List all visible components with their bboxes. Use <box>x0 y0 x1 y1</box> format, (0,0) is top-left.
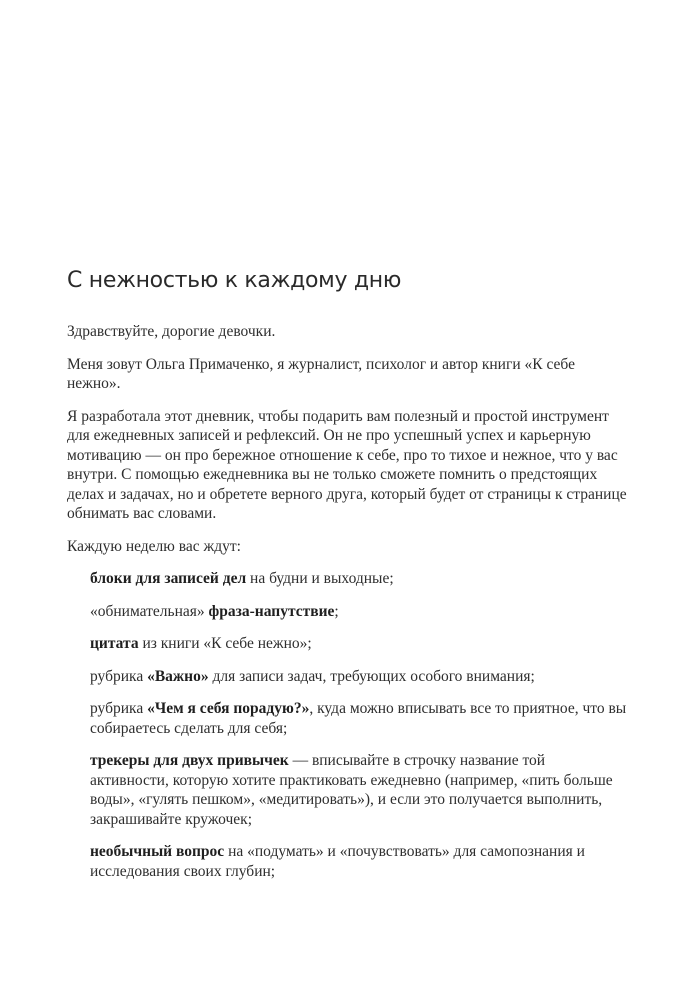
list-item-bold: цитата <box>90 635 139 652</box>
list-item-bold: «Чем я себя порадую?» <box>147 700 310 717</box>
list-item-pre: «обнимательная» <box>90 602 209 620</box>
greeting-paragraph: Здравствуйте, дорогие девочки. <box>67 323 276 340</box>
list-item-post: ; <box>334 602 339 620</box>
list-item-bold: «Важно» <box>147 667 209 685</box>
page-title: С нежностью к каждому дню <box>67 268 402 293</box>
list-item-post: на «подумать» и «почувствовать» для самопознания и исследования своих глубин; <box>90 843 585 880</box>
list-item-bold: необычный вопрос <box>90 843 225 860</box>
author-intro-paragraph: Меня зовут Ольга Примаченко, я журналист, психолог и автор книги «К себе нежно». <box>67 355 575 392</box>
list-item-bold: блоки для записей дел <box>90 570 247 587</box>
weekly-contents-list <box>67 569 627 881</box>
list-item-post: из книги «К себе нежно»; <box>138 635 312 652</box>
list-item-pre: рубрика <box>90 700 148 717</box>
list-item-post: на будни и выходные; <box>246 570 394 587</box>
body-text <box>67 322 627 894</box>
list-item <box>67 634 627 654</box>
list-item <box>67 602 627 622</box>
diary-description-paragraph: Я разработала этот дневник, чтобы подарить вам полезный и простой инструмент для ежедневных записей и рефлексий. Он не про успешный успех и карьерную мотивацию — он про бережное отношение к себе, про то тихое и нежное, что у вас внутри. С помощью ежедневника вы не только сможете помнить о предстоящих делах и задачах, но и обретете верного друга, который будет от страницы к странице обнимать вас словами. <box>67 407 627 522</box>
list-item <box>67 569 627 589</box>
list-item <box>67 751 627 829</box>
list-item-post: для записи задач, требующих особого внимания; <box>208 667 535 685</box>
list-item <box>67 667 627 687</box>
list-item-pre: рубрика <box>90 667 148 685</box>
list-item <box>67 842 627 881</box>
list-item-bold: фраза-напутствие <box>208 602 335 620</box>
weekly-contents-intro: Каждую неделю вас ждут: <box>67 537 241 555</box>
list-item-post: — вписывайте в строчку название той активности, которую хотите практиковать ежедневно (например, «пить больше воды», «гулять пешком», «медитировать»), и если это получается выполнить, закрашивайте кружочек; <box>90 752 613 828</box>
list-item <box>67 699 627 738</box>
list-item-bold: трекеры для двух привычек <box>90 752 289 769</box>
list-item-post: , куда можно вписывать все то приятное, что вы собираетесь сделать для себя; <box>90 700 627 737</box>
